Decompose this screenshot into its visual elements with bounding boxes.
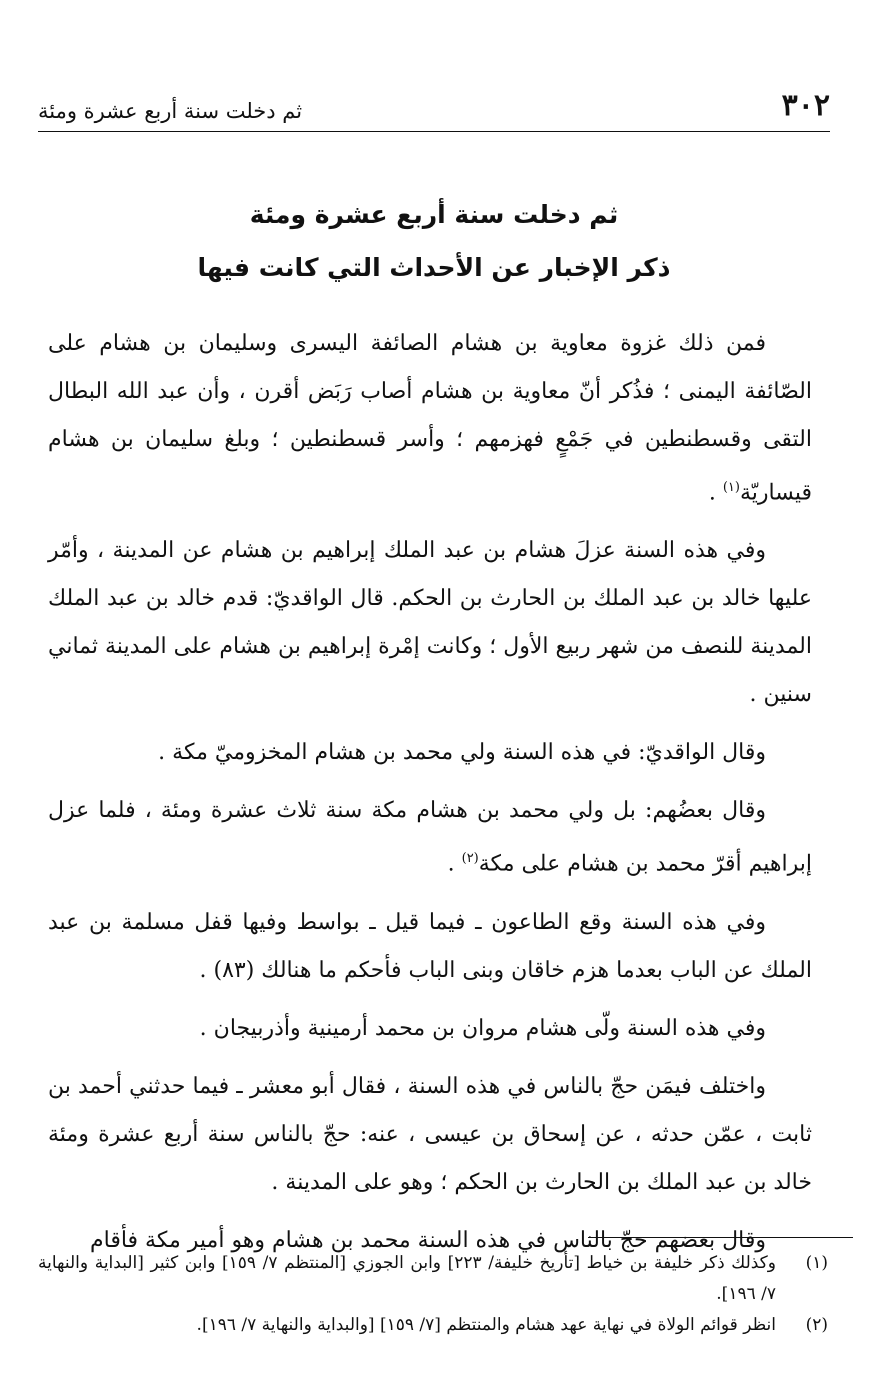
running-header xyxy=(38,88,830,132)
paragraph xyxy=(48,787,812,888)
paragraph xyxy=(48,1005,812,1053)
footnote-ref: (١) xyxy=(722,480,740,495)
page-number: ٣٠٢ xyxy=(781,88,830,123)
section-title: ذكر الإخبار عن الأحداث التي كانت فيها xyxy=(197,253,671,282)
paragraph-text: فمن ذلك غزوة معاوية بن هشام الصائفة اليسرى وسليمان بن هشام على الصّائفة اليمنى ؛ فذُكر أنّ معاوية بن هشام أصاب رَبَض أقرن ، وأن عبد الله البطال التقى وقسطنطين في جَمْعٍ فهزمهم ؛ وأسر قسطنطين ؛ وبلغ سليمان بن هشام قيساريّة xyxy=(48,331,812,506)
body-text xyxy=(48,320,812,1275)
paragraph xyxy=(48,320,812,517)
footnote-number: (١) xyxy=(805,1253,828,1273)
paragraph xyxy=(48,527,812,719)
paragraph-text: وفي هذه السنة عزلَ هشام بن عبد الملك إبراهيم بن هشام عن المدينة ، وأمّر عليها خالد بن عبد الملك بن الحارث بن الحكم. قال الواقديّ: قدم خالد بن عبد الملك المدينة للنصف من شهر ربيع الأول ؛ وكانت إمْرة إبراهيم بن هشام على المدينة ثماني سنين . xyxy=(48,538,812,708)
footnote-text: وكذلك ذكر خليفة بن خياط [تأريخ خليفة/ ٢٢٣] وابن الجوزي [المنتظم ٧/ ١٥٩] وابن كثير [البداية والنهاية ٧/ ١٩٦]. xyxy=(38,1253,776,1304)
footnotes xyxy=(38,1248,828,1341)
paragraph-text: وفي هذه السنة وقع الطاعون ـ فيما قيل ـ بواسط وفيها قفل مسلمة بن عبد الملك عن الباب بعدما هزم خاقان وبنى الباب فأحكم ما هنالك (٨٣) . xyxy=(48,909,812,983)
paragraph-tail: . xyxy=(447,851,462,877)
footnote-text: انظر قوائم الولاة في نهاية عهد هشام والمنتظم [٧/ ١٥٩] [والبداية والنهاية ٧/ ١٩٦]. xyxy=(196,1315,776,1335)
paragraph-text: وقال بعضهم حجّ بالناس في هذه السنة محمد بن هشام وهو أمير مكة فأقام xyxy=(90,1227,766,1253)
running-title: ثم دخلت سنة أربع عشرة ومئة xyxy=(38,99,303,123)
footnote xyxy=(38,1310,828,1341)
paragraph-tail: . xyxy=(708,480,723,506)
paragraph xyxy=(48,899,812,995)
paragraph xyxy=(48,729,812,777)
paragraph-text: وقال بعضُهم: بل ولي محمد بن هشام مكة سنة ثلاث عشرة ومئة ، فلما عزل إبراهيم أقرّ محمد بن هشام على مكة xyxy=(48,798,812,877)
footnote-ref: (٢) xyxy=(461,851,479,867)
chapter-titles xyxy=(38,200,830,306)
footnote-number: (٢) xyxy=(805,1315,828,1335)
paragraph-text: واختلف فيمَن حجّ بالناس في هذه السنة ، فقال أبو معشر ـ فيما حدثني أحمد بن ثابت ، عمّن حدثه ، عن إسحاق بن عيسى ، عنه: حجّ بالناس سنة أربع عشرة ومئة خالد بن عبد الملك بن الحارث بن الحكم ؛ وهو على المدينة . xyxy=(48,1073,812,1195)
paragraph-text: وقال الواقديّ: في هذه السنة ولي محمد بن هشام المخزوميّ مكة . xyxy=(158,740,766,766)
paragraph xyxy=(48,1063,812,1207)
footnote-divider xyxy=(588,1237,853,1238)
chapter-title: ثم دخلت سنة أربع عشرة ومئة xyxy=(249,200,619,229)
paragraph-text: وفي هذه السنة ولّى هشام مروان بن محمد أرمينية وأذربيجان . xyxy=(199,1015,766,1041)
footnote xyxy=(38,1248,828,1310)
